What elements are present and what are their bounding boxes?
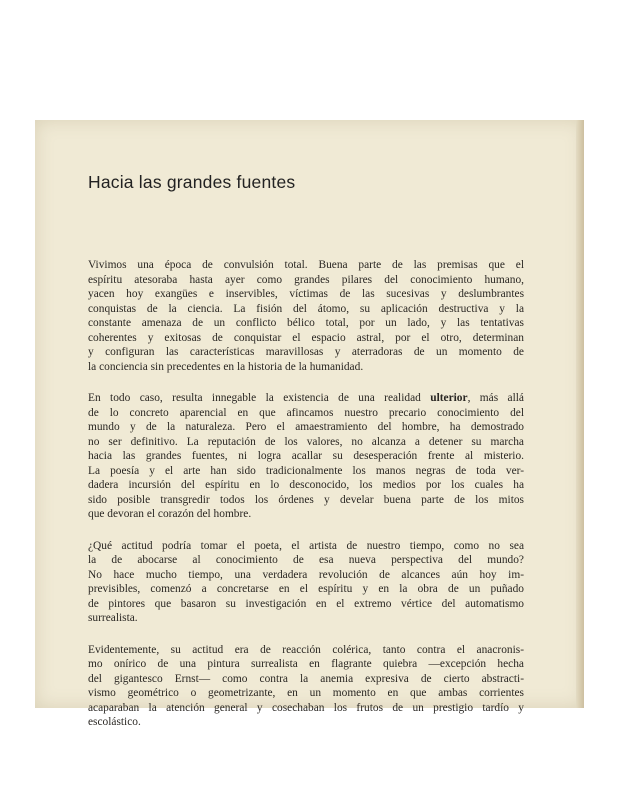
text-line: Vivimos una época de convulsión total. Buena parte de las premisas que el bbox=[88, 259, 524, 271]
book-page bbox=[35, 120, 584, 728]
text-line: espíritu atesoraba hasta ayer como grandes pilares del conocimiento humano, bbox=[88, 273, 524, 286]
text-line: yacen hoy exangües e inservibles, víctimas de las sucesivas y deslumbrantes bbox=[88, 288, 524, 300]
text-line: vismo geométrico o geometrizante, en un momento en que ambas corrientes bbox=[88, 687, 524, 699]
paragraph bbox=[88, 258, 524, 374]
paragraph bbox=[88, 643, 524, 730]
text-line: no ser definitivo. La reputación de los valores, no alcanza a detener su marcha bbox=[88, 435, 524, 448]
text-line: la conciencia sin precedentes en la historia de la humanidad. bbox=[88, 360, 364, 373]
text-line: Evidentemente, su actitud era de reacción colérica, tanto contra el anacronis- bbox=[88, 643, 524, 656]
paragraph bbox=[88, 539, 524, 626]
text-line: y configuran las características maravillosas y aterradoras de un momento de bbox=[88, 346, 524, 358]
text-line: ¿Qué actitud podría tomar el poeta, el artista de nuestro tiempo, como no sea bbox=[88, 539, 524, 552]
text-line: mo onírico de una pintura surrealista en flagrante quiebra —excepción hecha bbox=[88, 658, 524, 670]
text-line: escolástico. bbox=[88, 716, 141, 728]
text-line: previsibles, comenzó a concretarse en el espíritu y en la obra de un puñado bbox=[88, 583, 524, 595]
text-line: En todo caso, resulta innegable la existencia de una realidad ulterior, más allá bbox=[88, 392, 524, 404]
page-edge bbox=[576, 120, 584, 708]
text-line: del gigantesco Ernst— como contra la anemia expresiva de cierto abstracti- bbox=[88, 672, 524, 685]
text-line: acaparaban la atención general y cosechaban los frutos de un prestigio tardío y bbox=[88, 701, 524, 714]
text-line: sido posible transgredir todos los órdenes y develar buena parte de los mitos bbox=[88, 493, 524, 506]
text-line: la de abocarse al conocimiento de esa nueva perspectiva del mundo? bbox=[88, 554, 524, 566]
text-line: hacia las grandes fuentes, ni logra acallar su desesperación frente al misterio. bbox=[88, 450, 524, 462]
text-line: constante amenaza de un conflicto bélico total, por un lado, y las tentativas bbox=[88, 317, 524, 329]
paragraph bbox=[88, 391, 524, 522]
text-line: que devoran el corazón del hombre. bbox=[88, 508, 252, 520]
body-text bbox=[88, 258, 524, 747]
text-line: de pintores que basaron su investigación en el extremo vértice del automatismo bbox=[88, 597, 524, 610]
text-line: La poesía y el arte han sido tradicionalmente los manos negras de toda ver- bbox=[88, 464, 524, 477]
text-line: conquistas de la ciencia. La fisión del átomo, su aplicación destructiva y la bbox=[88, 302, 524, 315]
text-line: de lo concreto aparencial en que afincamos nuestro precario conocimiento del bbox=[88, 406, 524, 419]
text-line: dadera incursión del espíritu en lo desconocido, los medios por los cuales ha bbox=[88, 479, 524, 491]
text-line: surrealista. bbox=[88, 612, 138, 624]
page-title: Hacia las grandes fuentes bbox=[88, 172, 296, 192]
text-line: No hace mucho tiempo, una verdadera revolución de alcances aún hoy im- bbox=[88, 568, 524, 581]
text-line: coherentes y exitosas de conquistar el espacio astral, por el otro, determinan bbox=[88, 331, 524, 344]
text-line: mundo y de la naturaleza. Pero el amaestramiento del hombre, ha demostrado bbox=[88, 421, 524, 433]
